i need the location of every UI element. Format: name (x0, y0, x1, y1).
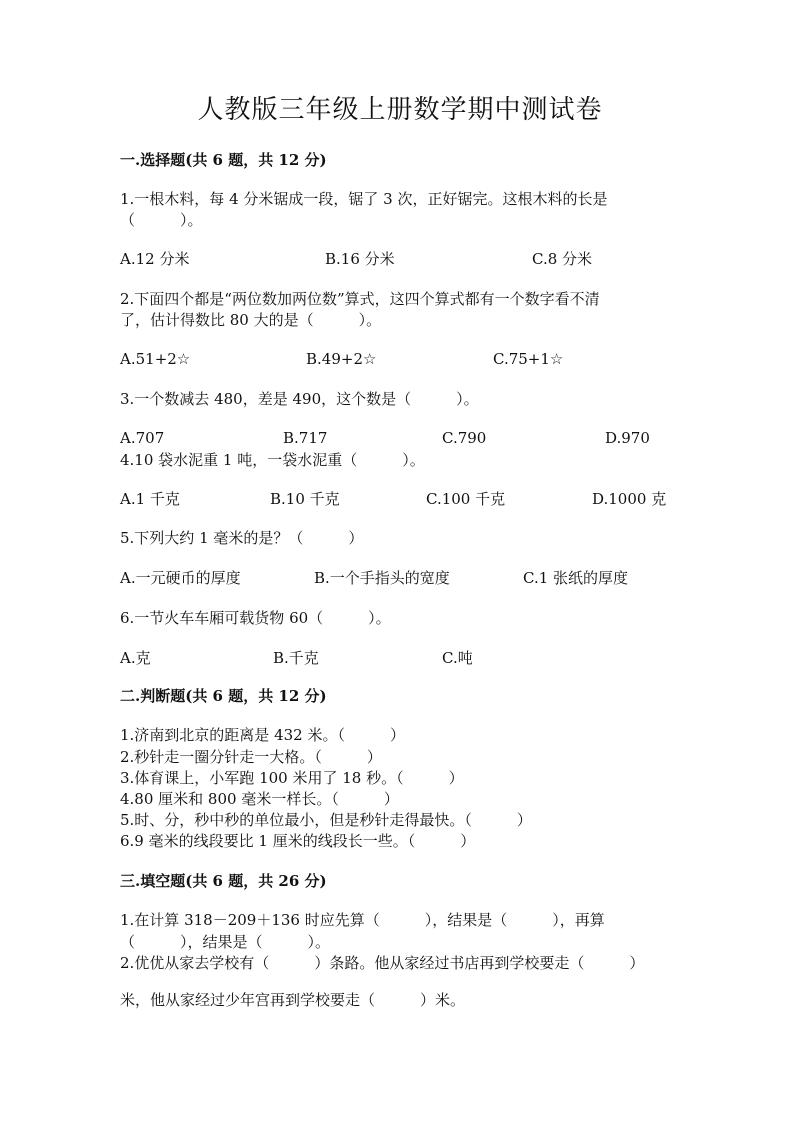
option-c: C.790 (442, 429, 487, 447)
question-text: 3.一个数减去 480，差是 490，这个数是（ ）。 (120, 390, 479, 408)
judgement-item: 2.秒针走一圈分针走一大格。（ ） (120, 748, 382, 766)
option-b: B.10 千克 (270, 490, 340, 508)
option-c: C.1 张纸的厚度 (523, 569, 629, 587)
option-c: C.75+1☆ (493, 350, 564, 368)
question-text: 了，估计得数比 80 大的是（ ）。 (120, 311, 382, 329)
option-b: B.717 (283, 429, 328, 447)
option-d: D.1000 克 (592, 490, 667, 508)
option-b: B.千克 (273, 649, 319, 667)
option-b: B.49+2☆ (306, 350, 377, 368)
option-c: C.100 千克 (426, 490, 506, 508)
option-b: B.16 分米 (325, 250, 395, 268)
option-c: C.8 分米 (532, 250, 593, 268)
judgement-item: 3.体育课上，小军跑 100 米用了 18 秒。（ ） (120, 769, 464, 787)
section-heading-judgement: 二.判断题(共 6 题，共 12 分) (120, 687, 327, 705)
question-text: 1.一根木料，每 4 分米锯成一段，锯了 3 次，正好锯完。这根木料的长是 (120, 190, 608, 208)
option-d: D.970 (605, 429, 650, 447)
option-c: C.吨 (442, 649, 473, 667)
option-a: A.一元硬币的厚度 (120, 569, 241, 587)
section-heading-fill-blank: 三.填空题(共 6 题，共 26 分) (120, 872, 327, 890)
judgement-item: 4.80 厘米和 800 毫米一样长。（ ） (120, 790, 399, 808)
fill-blank-line: （ ），结果是（ ）。 (120, 933, 331, 951)
question-text: 2.下面四个都是“两位数加两位数”算式，这四个算式都有一个数字看不清 (120, 290, 600, 308)
question-text: 6.一节火车车厢可载货物 60（ ）。 (120, 609, 391, 627)
page-title: 人教版三年级上册数学期中测试卷 (197, 95, 603, 125)
option-a: A.707 (120, 429, 165, 447)
option-b: B.一个手指头的宽度 (314, 569, 450, 587)
judgement-item: 5.时、分，秒中秒的单位最小，但是秒针走得最快。（ ） (120, 811, 532, 829)
option-a: A.51+2☆ (120, 350, 191, 368)
section-heading-choice: 一.选择题(共 6 题，共 12 分) (120, 151, 327, 169)
fill-blank-line: 米，他从家经过少年宫再到学校要走（ ）米。 (120, 991, 466, 1009)
fill-blank-line: 1.在计算 318－209＋136 时应先算（ ），结果是（ ），再算 (120, 911, 605, 929)
question-text: 4.10 袋水泥重 1 吨，一袋水泥重（ ）。 (120, 451, 425, 469)
judgement-item: 6.9 毫米的线段要比 1 厘米的线段长一些。（ ） (120, 832, 476, 850)
question-text: （ ）。 (120, 211, 203, 229)
option-a: A.12 分米 (120, 250, 190, 268)
judgement-item: 1.济南到北京的距离是 432 米。（ ） (120, 726, 405, 744)
question-text: 5.下列大约 1 毫米的是？（ ） (120, 529, 364, 547)
fill-blank-line: 2.优优从家去学校有（ ）条路。他从家经过书店再到学校要走（ ） (120, 954, 645, 972)
option-a: A.克 (120, 649, 151, 667)
option-a: A.1 千克 (120, 490, 180, 508)
